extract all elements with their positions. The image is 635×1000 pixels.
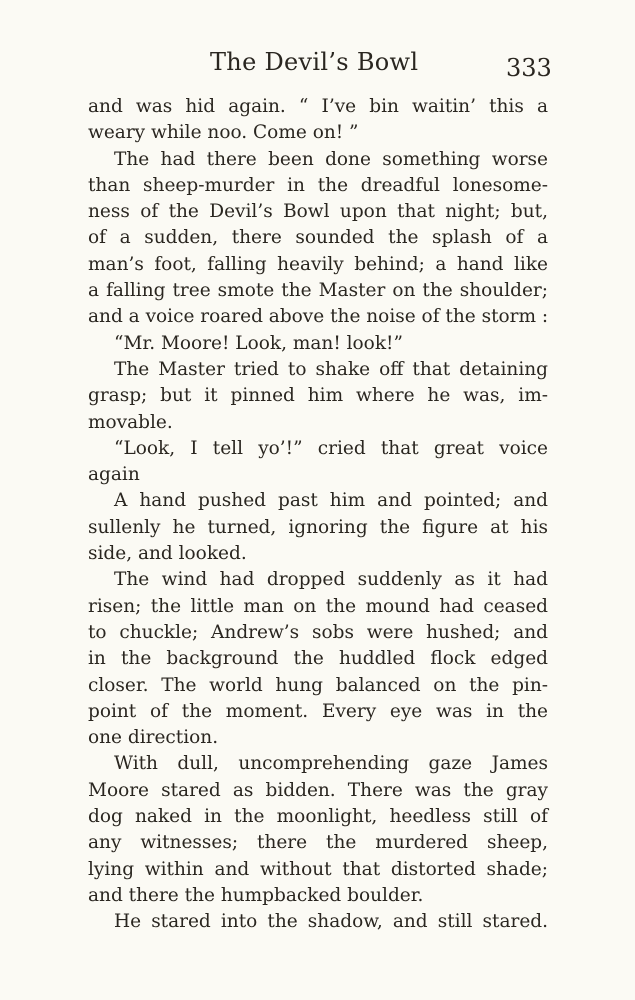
page-number: 333	[506, 54, 552, 82]
text-line: and there the humpbacked boulder.	[88, 884, 424, 906]
text-line: A hand pushed past him and pointed; and	[114, 490, 548, 512]
text-line: one direction.	[88, 727, 219, 749]
text-line: closer. The world hung balanced on the pin-	[88, 674, 548, 696]
text-line: side, and looked.	[88, 543, 247, 565]
text-line: The had there been done something worse	[114, 148, 548, 170]
body-text	[88, 94, 548, 936]
running-head-title: The Devil’s Bowl	[210, 48, 419, 76]
text-line: ness of the Devil’s Bowl upon that night; but,	[88, 201, 548, 223]
text-line: The wind had dropped suddenly as it had	[114, 569, 548, 591]
text-line: dog naked in the moonlight, heedless still of	[88, 806, 548, 828]
text-line: a falling tree smote the Master on the shoulder;	[88, 280, 548, 302]
text-line: “Mr. Moore! Look, man! look!”	[114, 332, 403, 354]
text-line: “Look, I tell yo’!” cried that great voice	[114, 437, 548, 459]
text-line: to chuckle; Andrew’s sobs were hushed; and	[88, 621, 548, 643]
text-line: again	[88, 464, 140, 486]
text-line: of a sudden, there sounded the splash of a	[88, 227, 548, 249]
running-head	[0, 46, 635, 86]
text-line: The Master tried to shake off that detaining	[114, 358, 548, 380]
text-line: and was hid again. “ I’ve bin waitin’ this a	[88, 96, 548, 117]
text-line: and a voice roared above the noise of the storm :	[88, 306, 549, 328]
text-line: grasp; but it pinned him where he was, im-	[88, 385, 548, 407]
text-line: sullenly he turned, ignoring the figure at his	[88, 516, 548, 538]
text-line: Moore stared as bidden. There was the gray	[88, 779, 548, 801]
text-line: lying within and without that distorted shade;	[88, 858, 548, 880]
text-line: man’s foot, falling heavily behind; a hand like	[88, 253, 548, 275]
text-line: movable.	[88, 411, 173, 433]
text-line: He stared into the shadow, and still stared.	[114, 911, 548, 933]
text-line: point of the moment. Every eye was in the	[88, 700, 548, 722]
text-line: than sheep-murder in the dreadful lonesome-	[88, 174, 548, 196]
text-line: any witnesses; there the murdered sheep,	[88, 832, 548, 854]
text-line: With dull, uncomprehending gaze James	[114, 753, 548, 775]
text-line: weary while noo. Come on! ”	[88, 122, 359, 144]
text-line: risen; the little man on the mound had ceased	[88, 595, 548, 617]
text-line: in the background the huddled flock edged	[88, 648, 548, 670]
